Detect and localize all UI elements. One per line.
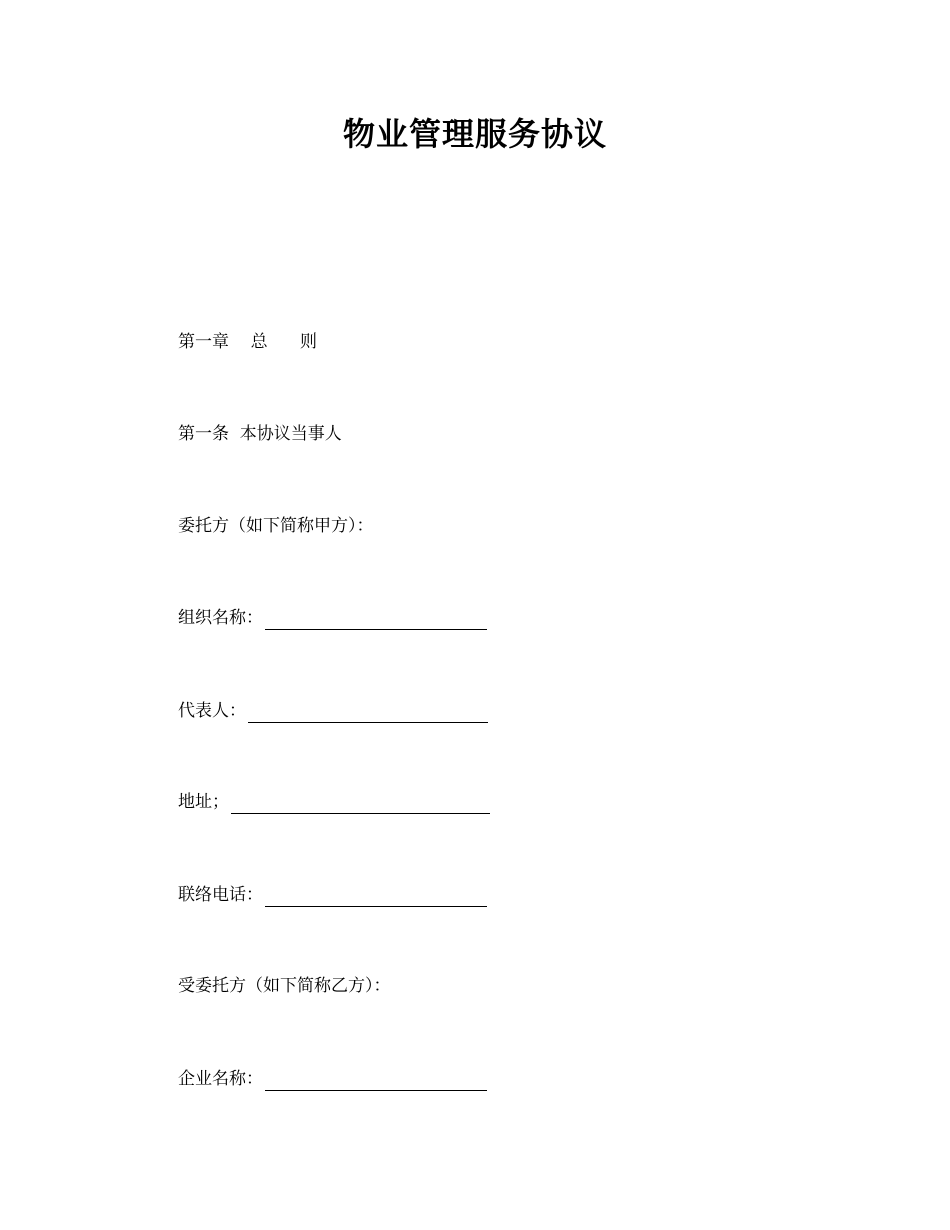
party-a-org-name-row	[178, 606, 487, 630]
address-label: 地址；	[178, 792, 229, 812]
party-a-heading-text: 委托方（如下简称甲方）：	[178, 516, 374, 536]
party-b-heading-text: 受委托方（如下简称乙方）：	[178, 976, 391, 996]
party-b-company-name-row	[178, 1067, 487, 1091]
phone-blank-line[interactable]	[265, 886, 487, 907]
org-name-label: 组织名称：	[178, 608, 263, 628]
representative-label: 代表人：	[178, 701, 246, 721]
company-name-label: 企业名称：	[178, 1069, 263, 1089]
party-a-representative-row	[178, 699, 488, 723]
party-b-heading	[178, 974, 391, 998]
phone-label: 联络电话：	[178, 885, 263, 905]
company-name-blank-line[interactable]	[265, 1070, 487, 1091]
party-a-phone-row	[178, 883, 487, 907]
org-name-blank-line[interactable]	[265, 609, 487, 630]
document-title: 物业管理服务协议	[342, 115, 607, 153]
chapter-heading	[178, 330, 317, 354]
party-a-address-row	[178, 790, 490, 814]
representative-blank-line[interactable]	[248, 702, 488, 723]
party-a-heading	[178, 514, 374, 538]
article-heading-text: 第一条 本协议当事人	[178, 424, 342, 444]
chapter-heading-text: 第一章 总 则	[178, 332, 318, 352]
address-blank-line[interactable]	[231, 793, 490, 814]
article-heading	[178, 422, 342, 446]
